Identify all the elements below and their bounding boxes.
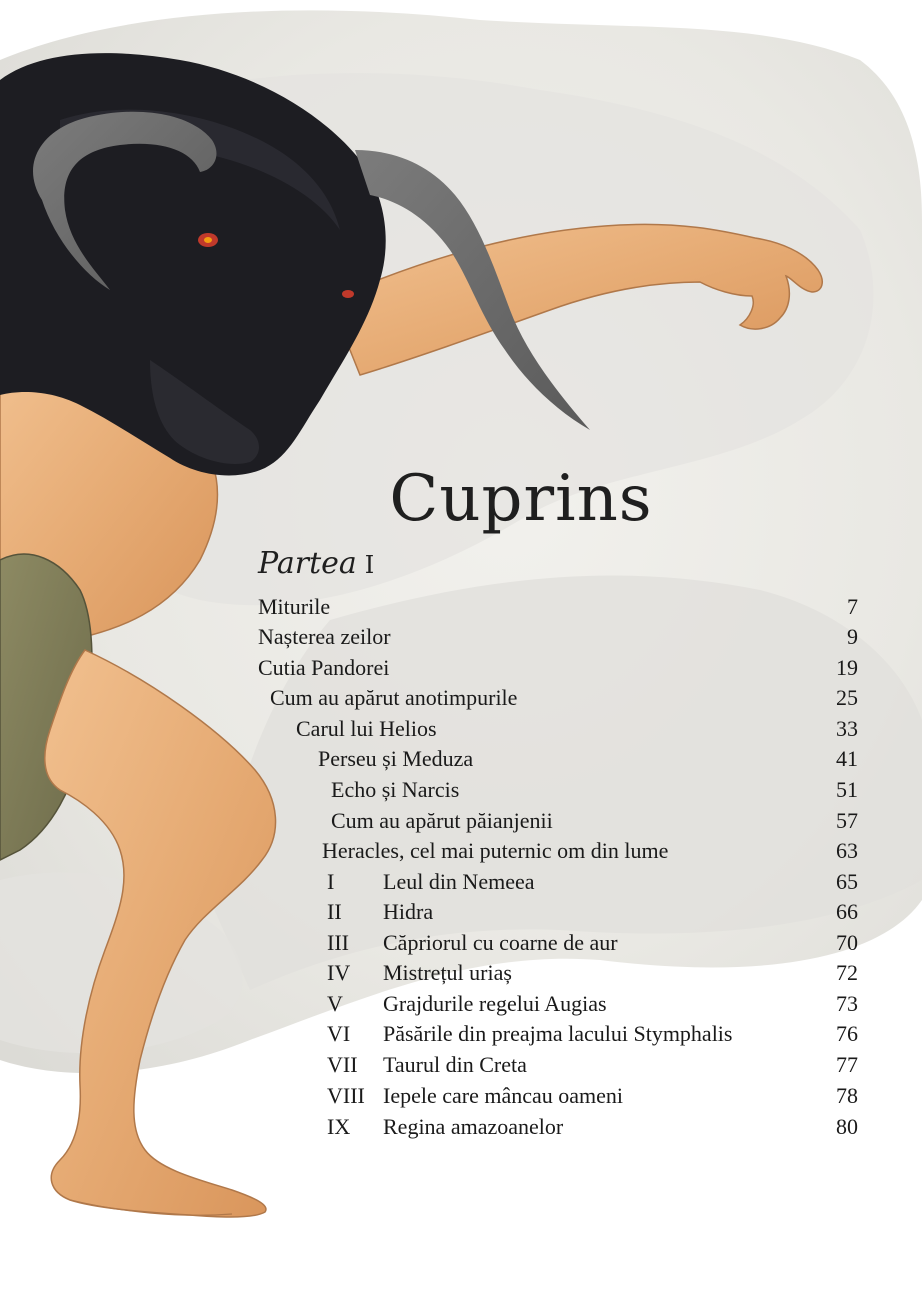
toc-entry-page: 73: [836, 991, 858, 1016]
toc-entry-page: 25: [836, 685, 858, 710]
toc-entry[interactable]: [0, 775, 922, 805]
toc-entry-title: Heracles, cel mai puternic om din lume: [322, 838, 669, 863]
toc-entry[interactable]: [0, 683, 922, 713]
toc-entry[interactable]: [0, 836, 922, 866]
toc-entry-title: Echo și Narcis: [331, 777, 460, 802]
toc-entry-title: Cutia Pandorei: [258, 655, 390, 680]
toc-entry-page: 63: [836, 838, 858, 863]
toc-entry[interactable]: [0, 744, 922, 774]
toc-entry-title: Păsările din preajma lacului Stymphalis: [383, 1021, 733, 1046]
toc-entry-page: 65: [836, 869, 858, 894]
toc-entry-page: 7: [847, 594, 858, 619]
toc-entry-title: Miturile: [258, 594, 331, 619]
toc-entry[interactable]: [0, 622, 922, 652]
toc-entry-title: Regina amazoanelor: [383, 1114, 564, 1139]
toc-entry-page: 72: [836, 960, 858, 985]
labor-number: V: [327, 991, 343, 1016]
toc-entry-page: 77: [836, 1052, 858, 1077]
part-number: I: [364, 551, 375, 579]
toc-entry-title: Carul lui Helios: [296, 716, 437, 741]
toc-entry-page: 78: [836, 1083, 858, 1108]
toc-entry-title: Cum au apărut păianjenii: [331, 808, 553, 833]
toc-entry-page: 57: [836, 808, 858, 833]
toc-subentry[interactable]: [0, 989, 922, 1019]
toc-entry-title: Perseu și Meduza: [318, 746, 474, 771]
labor-number: IX: [327, 1114, 351, 1139]
labor-number: II: [327, 899, 342, 924]
labor-number: I: [327, 869, 335, 894]
toc-subentry[interactable]: [0, 958, 922, 988]
toc-entry-title: Cum au apărut anotimpurile: [270, 685, 518, 710]
toc-subentry[interactable]: [0, 897, 922, 927]
labor-number: VII: [327, 1052, 358, 1077]
toc-entry-title: Leul din Nemeea: [383, 869, 535, 894]
toc-subentry[interactable]: [0, 867, 922, 897]
toc-entry-title: Nașterea zeilor: [258, 624, 391, 649]
toc-entry-page: 80: [836, 1114, 858, 1139]
toc-entry[interactable]: [0, 806, 922, 836]
toc-entry-title: Grajdurile regelui Augias: [383, 991, 607, 1016]
toc-entry[interactable]: [0, 714, 922, 744]
toc-entry-page: 41: [836, 746, 858, 771]
page-title: Cuprins: [389, 462, 653, 536]
toc-subentry[interactable]: [0, 1081, 922, 1111]
toc-subentry[interactable]: [0, 1019, 922, 1049]
toc-subentry[interactable]: [0, 928, 922, 958]
toc-entry-page: 19: [836, 655, 858, 680]
labor-number: VIII: [327, 1083, 365, 1108]
toc-subentry[interactable]: [0, 1112, 922, 1142]
toc-entry-title: Căpriorul cu coarne de aur: [383, 930, 618, 955]
part-label: Partea: [258, 546, 357, 581]
toc-entry-page: 33: [836, 716, 858, 741]
toc-entry-title: Iepele care mâncau oameni: [383, 1083, 624, 1108]
labor-number: III: [327, 930, 349, 955]
toc-entry-page: 51: [836, 777, 858, 802]
labor-number: VI: [327, 1021, 351, 1046]
toc-entry-page: 9: [847, 624, 858, 649]
toc-entry-page: 76: [836, 1021, 858, 1046]
toc-entry-page: 66: [836, 899, 858, 924]
labor-number: IV: [327, 960, 351, 985]
toc-entry-title: Mistrețul uriaș: [383, 960, 512, 985]
toc-subentry[interactable]: [0, 1050, 922, 1080]
toc-entry-page: 70: [836, 930, 858, 955]
toc-entry-title: Taurul din Creta: [383, 1052, 527, 1077]
part-heading: [258, 546, 374, 581]
toc-entry-title: Hidra: [383, 899, 434, 924]
toc-entry[interactable]: [0, 653, 922, 683]
toc-entry[interactable]: [0, 592, 922, 622]
